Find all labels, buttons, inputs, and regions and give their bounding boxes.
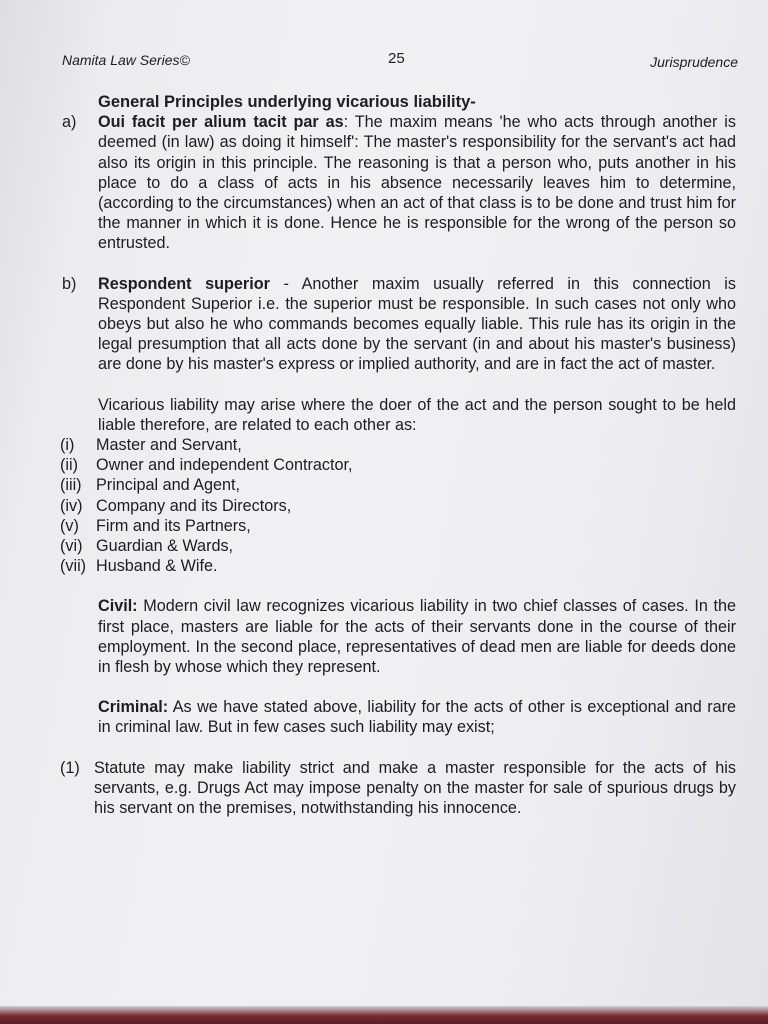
civil-lead: Civil: — [98, 597, 138, 616]
page-number: 25 — [388, 50, 405, 67]
relations-list — [60, 435, 736, 576]
list-item: (vi) Guardian & Wards, — [60, 537, 234, 556]
maxim-text: : The maxim means 'he who acts through another is deemed (in law) as doing it himself': The master's responsibility for the servant's act had also its origin in this principle. The reasoning is that a person who, puts another in his place to do a class of acts in his absence necessarily leaves him to determine, (according to the circumstances) when an act of that class is to be done and trust him for the manner in which it is done. Hence he is responsible for the wrong of the person so entrusted. — [98, 113, 736, 253]
book-edge — [0, 1006, 768, 1024]
item-marker: b) — [62, 274, 77, 293]
principle-item-b — [60, 274, 736, 375]
item-marker: (1) — [60, 758, 80, 777]
list-item: (v) Firm and its Partners, — [60, 516, 251, 535]
list-item: (ii) Owner and independent Contractor, — [60, 456, 353, 475]
list-item: (iii) Principal and Agent, — [60, 476, 240, 495]
list-item: (i) Master and Servant, — [60, 436, 242, 455]
principle-item-a — [60, 112, 736, 253]
maxim-term: Respondent superior — [98, 274, 270, 293]
criminal-lead: Criminal: — [98, 698, 169, 717]
page-header — [62, 50, 738, 72]
list-item: (vii) Husband & Wife. — [60, 557, 218, 576]
numbered-item-1 — [60, 758, 736, 819]
relations-intro: Vicarious liability may arise where the doer of the act and the person sought to be held liable therefore, are related to each other as: — [98, 395, 736, 434]
numbered-text: Statute may make liability strict and make a master responsible for the acts of his servants, e.g. Drugs Act may impose penalty on the master for sale of spurious drugs by his servant on the premises, notwithstanding his innocence. — [94, 758, 736, 818]
criminal-text: As we have stated above, liability for the acts of other is exceptional and rare in criminal law. But in few cases such liability may exist; — [98, 698, 736, 737]
subject-name: Jurisprudence — [650, 54, 738, 70]
series-name: Namita Law Series© — [62, 52, 190, 68]
criminal-paragraph — [98, 697, 736, 737]
civil-text: Modern civil law recognizes vicarious liability in two chief classes of cases. In the first place, masters are liable for the acts of their servants done in the course of their employment. In the second place, representatives of dead men are liable for deeds done in flesh by whose which they represent. — [98, 597, 736, 677]
item-marker: a) — [62, 113, 77, 132]
list-item: (iv) Company and its Directors, — [60, 496, 292, 515]
civil-paragraph — [98, 596, 736, 677]
section-heading: General Principles underlying vicarious liability- — [98, 93, 476, 111]
page-content — [60, 92, 736, 818]
maxim-text: - Another maxim usually referred in this connection is Respondent Superior i.e. the superior must be responsible. In such cases not only who obeys but also he who commands becomes equally liable. This rule has its origin in the legal presumption that all acts done by the servant (in and about his master's business) are done by his master's express or implied authority, and are in fact the act of master. — [98, 274, 736, 374]
maxim-term: Oui facit per alium tacit par as — [98, 113, 344, 132]
